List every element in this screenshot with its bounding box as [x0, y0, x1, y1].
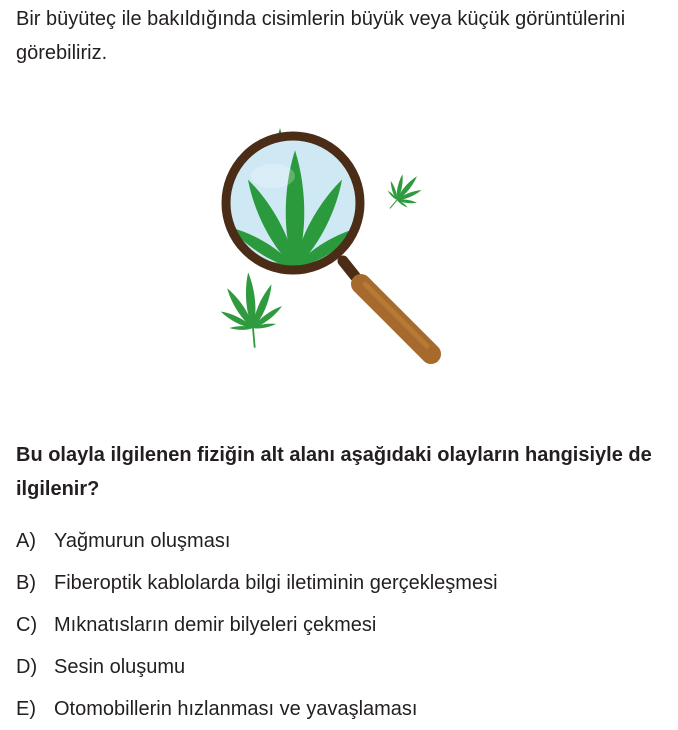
option-d[interactable]: [16, 646, 498, 688]
option-text: Sesin oluşumu: [54, 656, 186, 678]
option-letter: C): [16, 614, 38, 636]
intro-text: Bir büyüteç ile bakıldığında cisimlerin büyük veya küçük görüntülerini görebiliriz.: [16, 8, 626, 64]
answer-options: [16, 520, 498, 730]
option-letter: E): [16, 698, 36, 720]
option-text: Otomobillerin hızlanması ve yavaşlaması: [54, 698, 418, 720]
option-letter: D): [16, 656, 38, 678]
option-text: Fiberoptik kablolarda bilgi iletiminin gerçekleşmesi: [54, 572, 498, 594]
option-e[interactable]: [16, 688, 498, 730]
question-text: Bu olayla ilgilenen fiziğin alt alanı aşağıdaki olayların hangisiyle de ilgilenir?: [16, 444, 652, 500]
option-text: Yağmurun oluşması: [54, 530, 231, 552]
option-a[interactable]: [16, 520, 498, 562]
option-letter: A): [16, 530, 36, 552]
option-text: Mıknatısların demir bilyeleri çekmesi: [54, 614, 377, 636]
leaf-icon: [376, 165, 430, 220]
option-b[interactable]: [16, 562, 498, 604]
magnifier-illustration: [165, 78, 465, 383]
option-letter: B): [16, 572, 36, 594]
leaf-icon: [216, 270, 287, 351]
option-c[interactable]: [16, 604, 498, 646]
